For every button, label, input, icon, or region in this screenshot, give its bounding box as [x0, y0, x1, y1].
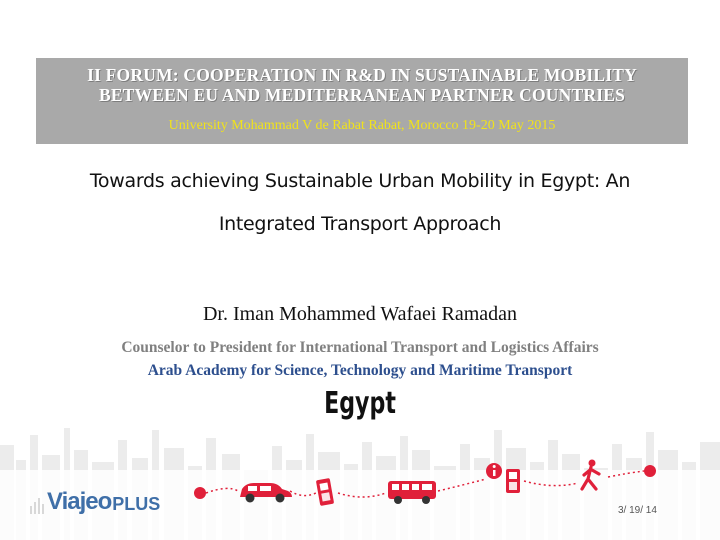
author-role: Counselor to President for International Transport and Logistics Affairs	[121, 339, 599, 356]
venue-and-date: University Mohammad V de Rabat Rabat, Morocco 19-20 May 2015	[168, 118, 556, 133]
conference-banner	[36, 58, 688, 144]
forum-title-line2: BETWEEN EU AND MEDITERRANEAN PARTNER COUNTRIES	[98, 85, 626, 105]
author-name: Dr. Iman Mohammed Wafaei Ramadan	[202, 303, 518, 325]
forum-title-line1: II FORUM: COOPERATION IN R&D IN SUSTAINABLE MOBILITY	[87, 65, 637, 85]
country-label: Egypt	[324, 386, 396, 421]
logo-wordmark: Viajeo	[47, 488, 112, 515]
mobility-journey-illustration	[188, 455, 658, 515]
car-icon	[240, 483, 292, 503]
info-icon	[486, 463, 502, 479]
presentation-title-line1: Towards achieving Sustainable Urban Mobility in Egypt: An	[89, 170, 631, 192]
bus-icon	[388, 481, 436, 504]
logo-bars-icon	[30, 492, 44, 514]
journey-start-dot	[194, 487, 206, 499]
journey-end-dot	[644, 465, 656, 477]
slide-number: 3/ 19/ 14	[618, 505, 657, 516]
author-affiliation: Arab Academy for Science, Technology and Maritime Transport	[147, 362, 573, 379]
pedestrian-icon	[582, 460, 599, 490]
phone-icon	[316, 478, 334, 506]
viajeo-plus-logo	[30, 484, 160, 514]
phone-icon	[506, 469, 520, 493]
logo-suffix: PLUS	[112, 494, 161, 514]
presentation-title-line2: Integrated Transport Approach	[218, 213, 502, 235]
